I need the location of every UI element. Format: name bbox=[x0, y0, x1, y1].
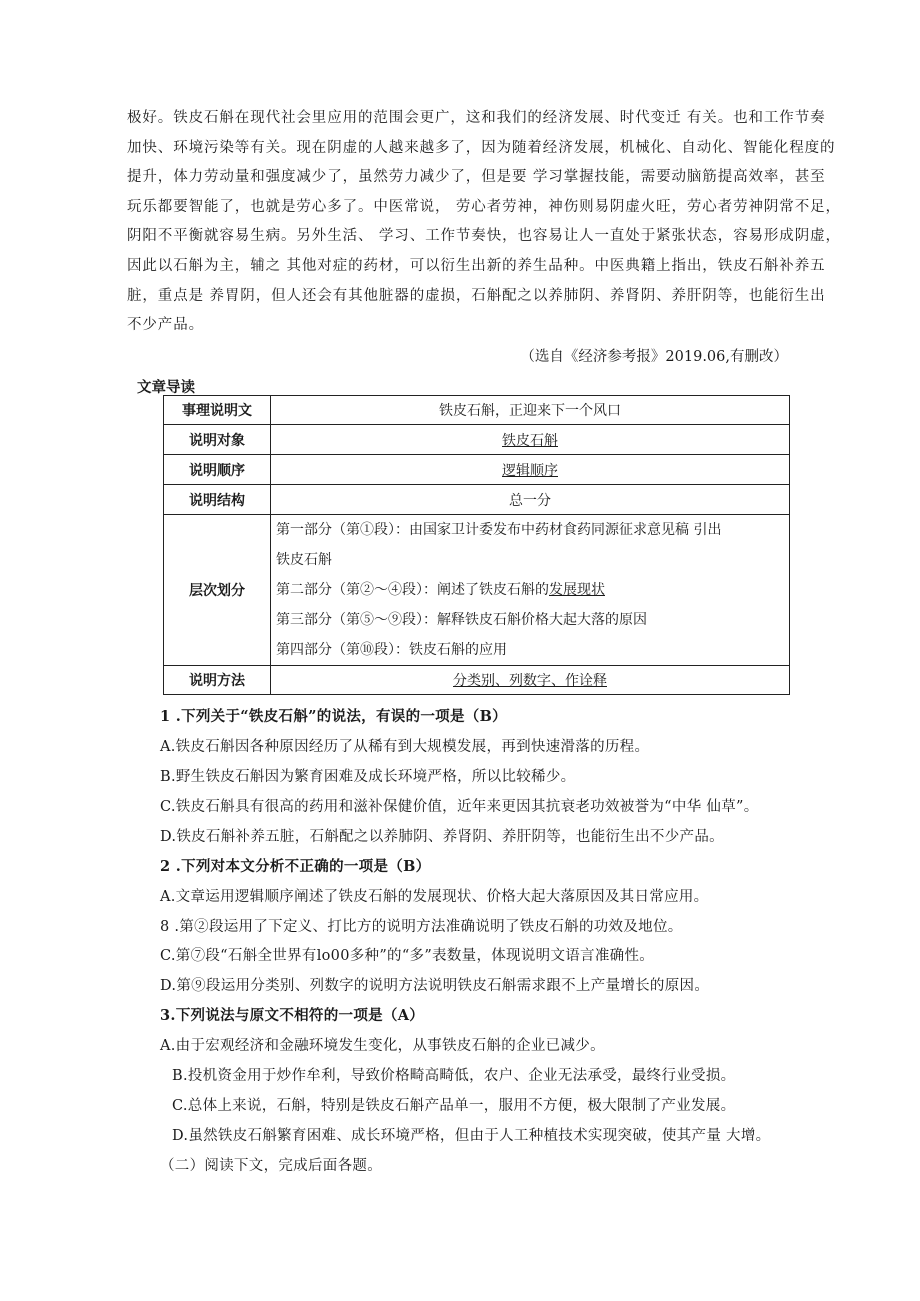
guide-key: 层次划分 bbox=[164, 515, 271, 666]
guide-value: 分类别、列数字、作诠释 bbox=[453, 673, 607, 689]
question-option: 8 .第②段运用了下定义、打比方的说明方法准确说明了铁皮石斛的功效及地位。 bbox=[160, 919, 683, 935]
question-option: A.文章运用逻辑顺序阐述了铁皮石斛的发展现状、价格大起大落原因及其日常应用。 bbox=[160, 889, 709, 905]
question-option: C.铁皮石斛具有很高的药用和滋补保健价值，近年来更因其抗衰老功效被誉为“中华 仙草”。 bbox=[160, 799, 759, 815]
question-option: B.野生铁皮石斛因为繁育困难及成长环境严格，所以比较稀少。 bbox=[160, 769, 576, 785]
section-heading: （二）阅读下文，完成后面各题。 bbox=[160, 1158, 382, 1174]
question-heading: 3.下列说法与原文不相符的一项是（A） bbox=[160, 1007, 425, 1024]
paragraph-line: 因此以石斛为主，辅之 其他对症的药材，可以衍生出新的养生品种。中医典籍上指出，铁皮石斛补养五 bbox=[127, 257, 826, 274]
table-row bbox=[164, 455, 790, 485]
guide-table bbox=[163, 395, 790, 695]
guide-title: 文章导读 bbox=[137, 379, 195, 396]
question-option: D.第⑨段运用分类别、列数字的说明方法说明铁皮石斛需求跟不上产量增长的原因。 bbox=[160, 978, 710, 994]
guide-key: 事理说明文 bbox=[164, 396, 271, 425]
paragraph-line: 提升，体力劳动量和强度减少了，虽然劳力减少了，但是要 学习掌握技能，需要动脑筋提高效率，甚至 bbox=[127, 169, 826, 186]
article-paragraph bbox=[127, 104, 841, 341]
question-option: A.由于宏观经济和金融环境发生变化，从事铁皮石斛的企业已减少。 bbox=[160, 1038, 605, 1054]
table-row bbox=[164, 515, 790, 666]
guide-value: 逻辑顺序 bbox=[502, 462, 558, 479]
paragraph-line: 玩乐都要智能了，也就是劳心多了。中医常说， 劳心者劳神，神伤则易阴虚火旺，劳心者劳神阴常不足， bbox=[127, 198, 841, 215]
table-row bbox=[164, 396, 790, 425]
question-option: C.总体上来说，石斛，特别是铁皮石斛产品单一，服用不方便，极大限制了产业发展。 bbox=[172, 1098, 736, 1114]
question-option: D.虽然铁皮石斛繁育困难、成长环境严格，但由于人工种植技术实现突破，使其产量 大增。 bbox=[172, 1128, 771, 1144]
guide-key: 说明方法 bbox=[164, 666, 271, 695]
question-option: C.第⑦段“石斛全世界有lo00多种”的“多”表数量，体现说明文语言准确性。 bbox=[160, 948, 655, 964]
question-option: D.铁皮石斛补养五脏，石斛配之以养肺阴、养肾阴、养肝阴等，也能衍生出不少产品。 bbox=[160, 829, 724, 845]
table-row bbox=[164, 666, 790, 695]
guide-value: 总一分 bbox=[271, 485, 790, 515]
table-row bbox=[164, 485, 790, 515]
question-option: B.投机资金用于炒作牟利，导致价格畸高畸低，农户、企业无法承受，最终行业受损。 bbox=[172, 1068, 736, 1084]
paragraph-line: 不少产品。 bbox=[127, 317, 204, 334]
layer-line: 铁皮石斛 bbox=[276, 552, 332, 568]
paragraph-line: 极好。铁皮石斛在现代社会里应用的范围会更广，这和我们的经济发展、时代变迁 有关。也和工作节奏 bbox=[127, 110, 826, 126]
question-option: A.铁皮石斛因各种原因经历了从稀有到大规模发展，再到快速滑落的历程。 bbox=[160, 739, 650, 755]
question-heading: 1 .下列关于“铁皮石斛”的说法，有误的一项是（B） bbox=[160, 708, 507, 725]
question-heading: 2 .下列对本文分析不正确的一项是（B） bbox=[160, 858, 431, 875]
layer-line: 第四部分（第⑩段）：铁皮石斛的应用 bbox=[276, 642, 507, 658]
guide-value: 铁皮石斛 bbox=[502, 432, 558, 449]
paragraph-line: 加快、环境污染等有关。现在阴虚的人越来越多了，因为随着经济发展，机械化、自动化、智能化程度的 bbox=[127, 139, 836, 156]
layer-line: 第三部分（第⑤～⑨段）：解释铁皮石斛价格大起大落的原因 bbox=[276, 612, 647, 628]
guide-key: 说明结构 bbox=[164, 485, 271, 515]
paragraph-line: 脏，重点是 养胃阴，但人还会有其他脏器的虚损，石斛配之以养肺阴、养肾阴、养肝阴等，也能衍生出 bbox=[127, 287, 826, 304]
guide-key: 说明对象 bbox=[164, 425, 271, 455]
source-citation: （选自《经济参考报》2019.06,有删改） bbox=[520, 349, 788, 365]
paragraph-line: 阴阳不平衡就容易生病。另外生活、 学习、工作节奏快，也容易让人一直处于紧张状态，容易形成阴虚， bbox=[127, 228, 841, 245]
guide-key: 说明顺序 bbox=[164, 455, 271, 485]
layers-cell bbox=[271, 515, 790, 666]
guide-value: 铁皮石斛，正迎来下一个风口 bbox=[271, 396, 790, 425]
layer-line: 第一部分（第①段）：由国家卫计委发布中药材食药同源征求意见稿 引出 bbox=[276, 522, 722, 538]
table-row bbox=[164, 425, 790, 455]
layer-line: 第二部分（第②～④段）：阐述了铁皮石斛的发展现状 bbox=[276, 582, 605, 598]
